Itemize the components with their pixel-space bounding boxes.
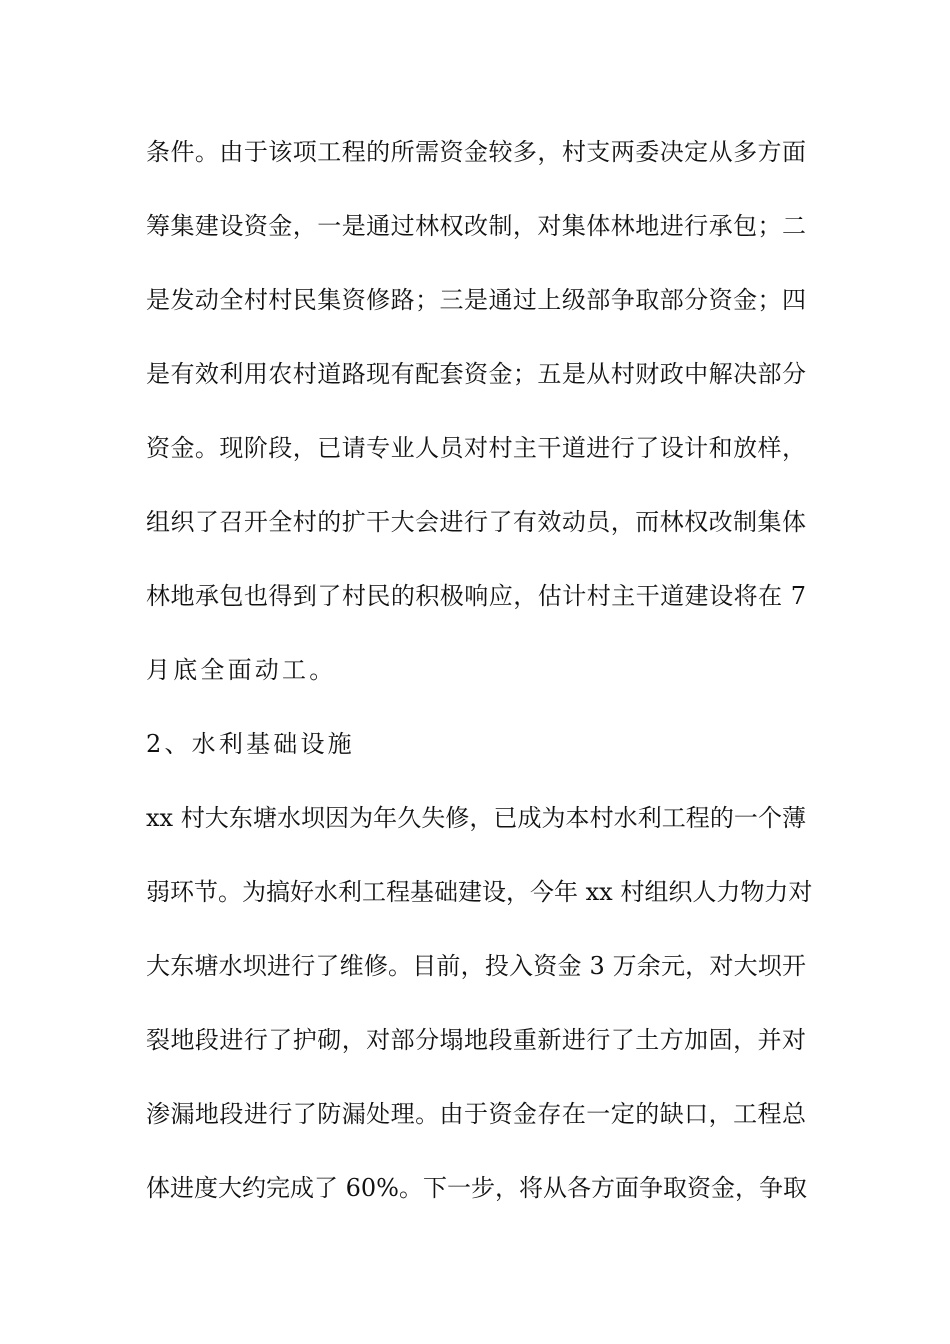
text-line: 资金。现阶段，已请专业人员对村主干道进行了设计和放样，: [146, 434, 806, 462]
text-line: 林地承包也得到了村民的积极响应，估计村主干道建设将在 7: [146, 582, 806, 610]
text-line: 大东塘水坝进行了维修。目前，投入资金 3 万余元，对大坝开: [146, 952, 806, 980]
text-line: 是发动全村村民集资修路；三是通过上级部争取部分资金；四: [146, 286, 806, 314]
text-line: 裂地段进行了护砌，对部分塌地段重新进行了土方加固，并对: [146, 1026, 806, 1054]
text-line: 渗漏地段进行了防漏处理。由于资金存在一定的缺口，工程总: [146, 1100, 806, 1128]
text-line: 条件。由于该项工程的所需资金较多，村支两委决定从多方面: [146, 138, 806, 166]
text-line: 月底全面动工。: [146, 656, 337, 684]
text-line: 组织了召开全村的扩干大会进行了有效动员，而林权改制集体: [146, 508, 806, 536]
text-line: 体进度大约完成了 60%。下一步，将从各方面争取资金，争取: [146, 1174, 807, 1202]
text-line: 筹集建设资金，一是通过林权改制，对集体林地进行承包；二: [146, 212, 806, 240]
section-heading: 2、水利基础设施: [146, 730, 355, 758]
text-line: 是有效利用农村道路现有配套资金；五是从村财政中解决部分: [146, 360, 806, 388]
text-line: xx 村大东塘水坝因为年久失修，已成为本村水利工程的一个薄: [146, 804, 806, 832]
text-line: 弱环节。为搞好水利工程基础建设，今年 xx 村组织人力物力对: [146, 878, 813, 906]
